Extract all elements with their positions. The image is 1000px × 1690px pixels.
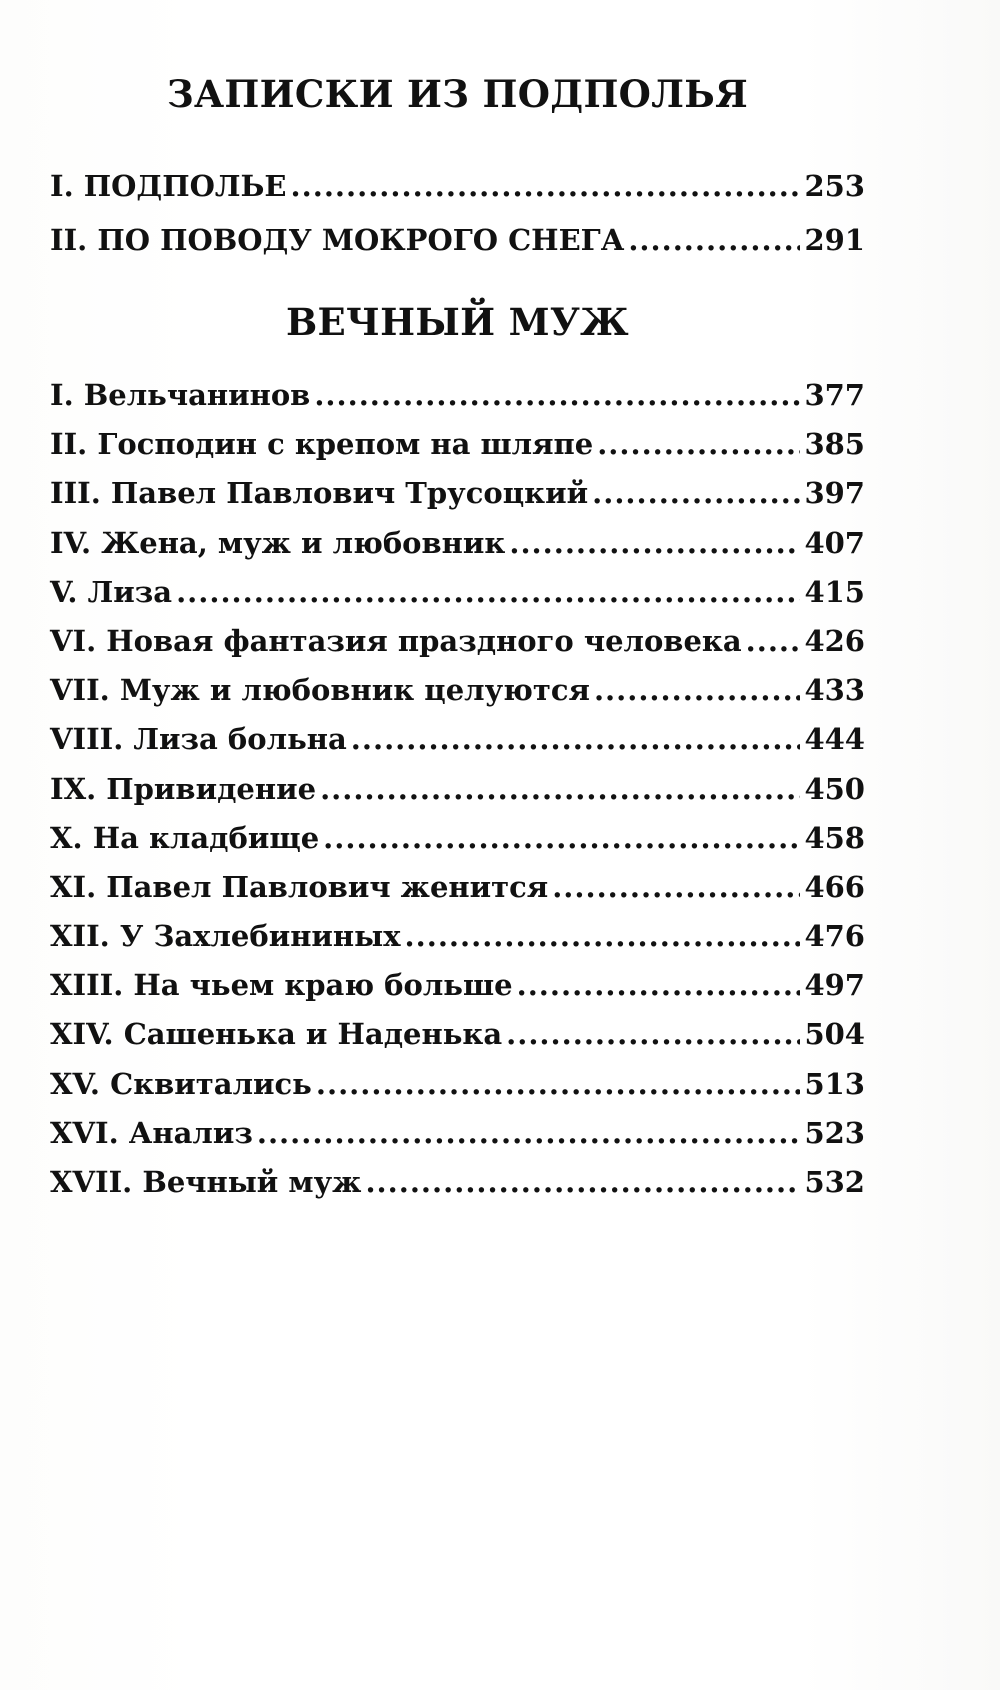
toc-entry-title: VI. Новая фантазия праздного человека <box>50 623 742 658</box>
toc-entry-title: VIII. Лиза больна <box>50 722 347 757</box>
toc-entry <box>50 1010 865 1059</box>
toc-entry-title: XII. У Захлебининых <box>50 919 401 954</box>
toc-entry-page: 291 <box>804 223 865 257</box>
toc-entry-page: 415 <box>804 574 865 609</box>
toc-entry-page: 476 <box>804 919 865 954</box>
dot-leader <box>320 765 800 814</box>
dot-leader <box>628 213 800 267</box>
toc-entry-title: XVII. Вечный муж <box>50 1165 362 1199</box>
toc-entry <box>50 469 865 518</box>
dot-leader <box>314 371 800 420</box>
toc-entry-page: 433 <box>804 673 865 708</box>
dot-leader <box>176 568 800 617</box>
toc-entry <box>50 863 865 912</box>
toc-entry <box>50 420 865 469</box>
toc-entry <box>50 814 865 863</box>
toc-entry-title: VII. Муж и любовник целуются <box>50 673 590 708</box>
section-title: ЗАПИСКИ ИЗ ПОДПОЛЬЯ <box>166 72 748 116</box>
toc-entries <box>50 159 865 267</box>
toc-entry <box>50 617 865 666</box>
toc-entry-page: 450 <box>804 771 865 806</box>
toc-entry-title: XVI. Анализ <box>50 1115 253 1150</box>
toc-entry <box>50 912 865 961</box>
toc-entry-page: 385 <box>804 427 865 462</box>
toc-entry-title: XV. Сквитались <box>50 1066 312 1101</box>
dot-leader <box>405 912 801 961</box>
toc-entry <box>50 1060 865 1109</box>
toc-entry-page: 513 <box>804 1066 865 1101</box>
dot-leader <box>594 666 801 715</box>
toc-entry-title: I. Вельчанинов <box>50 378 311 412</box>
dot-leader <box>351 715 801 764</box>
toc-entry <box>50 715 865 764</box>
dot-leader <box>746 617 801 666</box>
toc-entry <box>50 1158 865 1207</box>
toc-entry-page: 458 <box>804 820 865 855</box>
toc-entry-page: 426 <box>804 623 865 658</box>
dot-leader <box>592 469 800 518</box>
toc-entry-title: II. Господин с крепом на шляпе <box>50 427 594 462</box>
toc-entry-page: 253 <box>804 169 865 203</box>
toc-entry-page: 407 <box>804 525 865 560</box>
toc-entry-title: V. Лиза <box>50 574 173 609</box>
toc-entry-title: XIV. Сашенька и Наденька <box>50 1017 503 1052</box>
dot-leader <box>291 159 801 213</box>
dot-leader <box>316 1060 801 1109</box>
toc-entry-page: 444 <box>804 722 865 757</box>
toc-entry-page: 532 <box>804 1165 865 1199</box>
dot-leader <box>323 814 800 863</box>
toc-entry-title: XIII. На чьем краю больше <box>50 968 513 1003</box>
toc-entry <box>50 1109 865 1158</box>
toc-entry-title: X. На кладбище <box>50 820 320 855</box>
toc-entry-page: 377 <box>804 378 865 412</box>
toc-entry <box>50 765 865 814</box>
toc-entry-title: IX. Привидение <box>50 771 317 806</box>
dot-leader <box>517 961 801 1010</box>
toc-entry <box>50 213 865 267</box>
toc-entry-page: 504 <box>804 1017 865 1052</box>
dot-leader <box>257 1109 801 1158</box>
dot-leader <box>597 420 800 469</box>
toc-entry <box>50 568 865 617</box>
toc-entry <box>50 519 865 568</box>
toc-entry <box>50 961 865 1010</box>
toc-entries <box>50 371 865 1207</box>
toc-entry-page: 497 <box>804 968 865 1003</box>
toc-entry-title: I. ПОДПОЛЬЕ <box>50 169 287 203</box>
toc-entry-title: II. ПО ПОВОДУ МОКРОГО СНЕГА <box>50 223 625 257</box>
dot-leader <box>509 519 800 568</box>
dot-leader <box>365 1158 800 1207</box>
toc-entry-page: 523 <box>804 1115 865 1150</box>
toc-entry-title: IV. Жена, муж и любовник <box>50 525 506 560</box>
toc-entry-title: III. Павел Павлович Трусоцкий <box>50 476 589 511</box>
toc-entry <box>50 666 865 715</box>
dot-leader <box>552 863 800 912</box>
toc-section-eternal-husband <box>50 300 865 1207</box>
toc-entry-title: XI. Павел Павлович женится <box>50 869 549 904</box>
toc-entry-page: 397 <box>804 476 865 511</box>
dot-leader <box>506 1010 800 1059</box>
toc-entry <box>50 371 865 420</box>
toc-entry-page: 466 <box>804 869 865 904</box>
section-title: ВЕЧНЫЙ МУЖ <box>285 300 630 344</box>
toc-section-notes-from-underground <box>50 72 865 267</box>
toc-entry <box>50 159 865 213</box>
